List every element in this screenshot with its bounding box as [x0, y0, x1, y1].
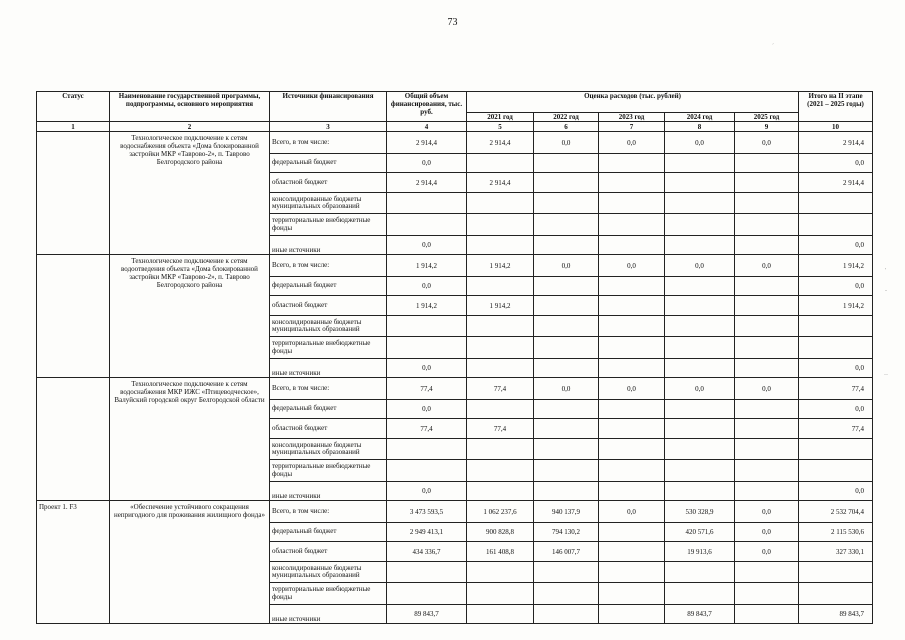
- table-row: [37, 255, 873, 277]
- value-cell: 530 328,9: [665, 501, 735, 523]
- value-cell: 1 914,2: [467, 255, 534, 277]
- value-cell: [467, 214, 534, 236]
- value-cell: 0,0: [599, 501, 665, 523]
- value-cell: 0,0: [387, 400, 467, 419]
- value-cell: [735, 419, 799, 439]
- value-cell: 146 007,7: [534, 542, 599, 562]
- value-cell: [735, 460, 799, 482]
- value-cell: [534, 337, 599, 359]
- value-cell: 420 571,6: [665, 523, 735, 542]
- row-status: Проект 1. F3: [37, 501, 110, 624]
- value-cell: 0,0: [665, 378, 735, 400]
- value-cell: [467, 400, 534, 419]
- value-cell: [665, 277, 735, 296]
- column-number: 5: [467, 122, 534, 132]
- source-label: федеральный бюджет: [270, 523, 387, 542]
- value-cell: [799, 460, 873, 482]
- value-cell: 89 843,7: [387, 605, 467, 624]
- value-cell: [387, 337, 467, 359]
- column-number: 4: [387, 122, 467, 132]
- value-cell: [665, 236, 735, 255]
- value-cell: [665, 460, 735, 482]
- value-cell: [599, 542, 665, 562]
- value-cell: [735, 583, 799, 605]
- value-cell: 89 843,7: [665, 605, 735, 624]
- value-cell: 0,0: [387, 154, 467, 173]
- value-cell: 2 914,4: [799, 173, 873, 193]
- value-cell: [599, 482, 665, 501]
- column-number: 6: [534, 122, 599, 132]
- value-cell: [467, 193, 534, 214]
- value-cell: [665, 296, 735, 316]
- value-cell: 161 408,8: [467, 542, 534, 562]
- value-cell: [534, 583, 599, 605]
- value-cell: [467, 359, 534, 378]
- source-label: территориальные внебюджетные фонды: [270, 583, 387, 605]
- scan-mark: ': [885, 268, 887, 274]
- value-cell: 0,0: [735, 542, 799, 562]
- value-cell: 0,0: [599, 378, 665, 400]
- table-row: [37, 132, 873, 154]
- source-label: Всего, в том числе:: [270, 132, 387, 154]
- header-year: 2021 год: [467, 113, 534, 122]
- value-cell: [665, 173, 735, 193]
- value-cell: [534, 173, 599, 193]
- value-cell: [665, 583, 735, 605]
- value-cell: [599, 400, 665, 419]
- value-cell: 0,0: [665, 132, 735, 154]
- table-row: [37, 378, 873, 400]
- source-label: иные источники: [270, 236, 387, 255]
- column-number: 8: [665, 122, 735, 132]
- value-cell: [467, 337, 534, 359]
- value-cell: [735, 400, 799, 419]
- value-cell: 0,0: [534, 378, 599, 400]
- value-cell: [467, 236, 534, 255]
- value-cell: [735, 193, 799, 214]
- value-cell: [599, 523, 665, 542]
- value-cell: 3 473 593,5: [387, 501, 467, 523]
- value-cell: [467, 154, 534, 173]
- value-cell: [665, 400, 735, 419]
- value-cell: [534, 277, 599, 296]
- value-cell: [599, 173, 665, 193]
- source-label: Всего, в том числе:: [270, 378, 387, 400]
- value-cell: [534, 439, 599, 460]
- column-number: 3: [270, 122, 387, 132]
- value-cell: [735, 316, 799, 337]
- header-year: 2023 год: [599, 113, 665, 122]
- value-cell: 0,0: [735, 132, 799, 154]
- value-cell: [735, 439, 799, 460]
- header-source: Источники финансирования: [270, 92, 387, 122]
- row-status: [37, 132, 110, 255]
- value-cell: 327 330,1: [799, 542, 873, 562]
- value-cell: 1 914,2: [387, 255, 467, 277]
- value-cell: 0,0: [799, 482, 873, 501]
- value-cell: [599, 154, 665, 173]
- value-cell: [599, 439, 665, 460]
- value-cell: [387, 214, 467, 236]
- scan-mark: ‥: [884, 371, 889, 377]
- value-cell: [735, 296, 799, 316]
- value-cell: 0,0: [735, 501, 799, 523]
- source-label: федеральный бюджет: [270, 154, 387, 173]
- value-cell: 0,0: [799, 154, 873, 173]
- value-cell: [599, 296, 665, 316]
- value-cell: 89 843,7: [799, 605, 873, 624]
- value-cell: [534, 214, 599, 236]
- value-cell: 0,0: [599, 132, 665, 154]
- value-cell: [735, 277, 799, 296]
- value-cell: 0,0: [799, 277, 873, 296]
- value-cell: [599, 583, 665, 605]
- header-year: 2022 год: [534, 113, 599, 122]
- row-name: Технологическое подключение к сетям водоснабжения МКР ИЖС «Птицеводческое», Валуйский городской округ Белгородской области: [110, 378, 270, 501]
- value-cell: 0,0: [799, 400, 873, 419]
- value-cell: [534, 296, 599, 316]
- header-status: Статус: [37, 92, 110, 122]
- source-label: Всего, в том числе:: [270, 255, 387, 277]
- value-cell: [665, 337, 735, 359]
- value-cell: [735, 337, 799, 359]
- value-cell: [665, 359, 735, 378]
- value-cell: 0,0: [599, 255, 665, 277]
- source-label: консолидированные бюджеты муниципальных образований: [270, 316, 387, 337]
- value-cell: [735, 173, 799, 193]
- value-cell: [467, 482, 534, 501]
- value-cell: [735, 605, 799, 624]
- source-label: территориальные внебюджетные фонды: [270, 460, 387, 482]
- source-label: территориальные внебюджетные фонды: [270, 214, 387, 236]
- value-cell: 77,4: [387, 419, 467, 439]
- value-cell: [665, 419, 735, 439]
- value-cell: [599, 605, 665, 624]
- value-cell: [735, 236, 799, 255]
- value-cell: [599, 193, 665, 214]
- value-cell: [735, 154, 799, 173]
- row-status: [37, 255, 110, 378]
- value-cell: 2 115 530,6: [799, 523, 873, 542]
- value-cell: [467, 460, 534, 482]
- header-year: 2024 год: [665, 113, 735, 122]
- value-cell: 0,0: [735, 523, 799, 542]
- value-cell: [534, 562, 599, 583]
- source-label: федеральный бюджет: [270, 400, 387, 419]
- value-cell: [735, 562, 799, 583]
- source-label: областной бюджет: [270, 542, 387, 562]
- value-cell: 0,0: [735, 255, 799, 277]
- value-cell: 1 914,2: [467, 296, 534, 316]
- source-label: областной бюджет: [270, 296, 387, 316]
- value-cell: [665, 193, 735, 214]
- value-cell: [799, 214, 873, 236]
- value-cell: 794 130,2: [534, 523, 599, 542]
- value-cell: 1 914,2: [387, 296, 467, 316]
- value-cell: 77,4: [387, 378, 467, 400]
- value-cell: [735, 482, 799, 501]
- column-number: 7: [599, 122, 665, 132]
- source-label: консолидированные бюджеты муниципальных образований: [270, 193, 387, 214]
- value-cell: [467, 439, 534, 460]
- value-cell: [387, 460, 467, 482]
- value-cell: [735, 214, 799, 236]
- row-status: [37, 378, 110, 501]
- header-itogo: Итого на II этапе (2021 – 2025 годы): [799, 92, 873, 122]
- value-cell: 0,0: [735, 378, 799, 400]
- source-label: иные источники: [270, 605, 387, 624]
- value-cell: [387, 439, 467, 460]
- value-cell: [387, 562, 467, 583]
- value-cell: [534, 359, 599, 378]
- value-cell: [467, 277, 534, 296]
- value-cell: [799, 562, 873, 583]
- value-cell: [799, 583, 873, 605]
- value-cell: [534, 154, 599, 173]
- value-cell: 77,4: [799, 419, 873, 439]
- value-cell: [599, 460, 665, 482]
- value-cell: 940 137,9: [534, 501, 599, 523]
- value-cell: [467, 583, 534, 605]
- header-total: Общий объем финансирования, тыс. руб.: [387, 92, 467, 122]
- value-cell: 19 913,6: [665, 542, 735, 562]
- source-label: областной бюджет: [270, 173, 387, 193]
- value-cell: 0,0: [534, 255, 599, 277]
- value-cell: [467, 562, 534, 583]
- value-cell: [534, 419, 599, 439]
- value-cell: [599, 359, 665, 378]
- source-label: федеральный бюджет: [270, 277, 387, 296]
- value-cell: 77,4: [467, 419, 534, 439]
- column-number: 9: [735, 122, 799, 132]
- value-cell: 0,0: [387, 359, 467, 378]
- value-cell: 0,0: [799, 359, 873, 378]
- value-cell: [665, 562, 735, 583]
- value-cell: 0,0: [534, 132, 599, 154]
- value-cell: [665, 214, 735, 236]
- value-cell: 0,0: [799, 236, 873, 255]
- scan-mark: -: [885, 288, 887, 294]
- value-cell: [534, 316, 599, 337]
- value-cell: [467, 605, 534, 624]
- value-cell: [599, 562, 665, 583]
- row-name: Технологическое подключение к сетям водоснабжения объекта «Дома блокированной застройки МКР «Таврово-2», п. Таврово Белгородского района: [110, 132, 270, 255]
- value-cell: [599, 277, 665, 296]
- header-year: 2025 год: [735, 113, 799, 122]
- value-cell: 1 062 237,6: [467, 501, 534, 523]
- header-name: Наименование государственной программы, подпрограммы, основного мероприятия: [110, 92, 270, 122]
- page-number: 73: [447, 17, 458, 28]
- budget-table: [36, 91, 873, 624]
- scan-mark: ´: [772, 44, 774, 50]
- value-cell: [387, 583, 467, 605]
- value-cell: [799, 439, 873, 460]
- column-number: 10: [799, 122, 873, 132]
- value-cell: 434 336,7: [387, 542, 467, 562]
- value-cell: 2 949 413,1: [387, 523, 467, 542]
- source-label: Всего, в том числе:: [270, 501, 387, 523]
- value-cell: 77,4: [799, 378, 873, 400]
- value-cell: 2 914,4: [467, 173, 534, 193]
- value-cell: [735, 359, 799, 378]
- value-cell: [799, 316, 873, 337]
- value-cell: [665, 316, 735, 337]
- value-cell: 1 914,2: [799, 255, 873, 277]
- value-cell: [665, 439, 735, 460]
- source-label: территориальные внебюджетные фонды: [270, 337, 387, 359]
- value-cell: [534, 482, 599, 501]
- header-estimate: Оценка расходов (тыс. рублей): [467, 92, 799, 113]
- column-number: 2: [110, 122, 270, 132]
- value-cell: 2 914,4: [467, 132, 534, 154]
- value-cell: [599, 236, 665, 255]
- source-label: областной бюджет: [270, 419, 387, 439]
- value-cell: [387, 193, 467, 214]
- value-cell: 900 828,8: [467, 523, 534, 542]
- value-cell: [534, 605, 599, 624]
- value-cell: 2 914,4: [387, 132, 467, 154]
- value-cell: 77,4: [467, 378, 534, 400]
- value-cell: 0,0: [387, 277, 467, 296]
- value-cell: [665, 482, 735, 501]
- value-cell: [467, 316, 534, 337]
- value-cell: [534, 460, 599, 482]
- value-cell: 0,0: [387, 482, 467, 501]
- source-label: консолидированные бюджеты муниципальных образований: [270, 562, 387, 583]
- value-cell: [534, 193, 599, 214]
- value-cell: 2 532 704,4: [799, 501, 873, 523]
- source-label: консолидированные бюджеты муниципальных образований: [270, 439, 387, 460]
- value-cell: [599, 316, 665, 337]
- value-cell: [799, 337, 873, 359]
- table-row: [37, 501, 873, 523]
- value-cell: 2 914,4: [387, 173, 467, 193]
- source-label: иные источники: [270, 359, 387, 378]
- value-cell: [599, 419, 665, 439]
- value-cell: 2 914,4: [799, 132, 873, 154]
- row-name: Технологическое подключение к сетям водоотведения объекта «Дома блокированной застройки МКР «Таврово-2», п. Таврово Белгородского района: [110, 255, 270, 378]
- value-cell: [534, 400, 599, 419]
- value-cell: 0,0: [387, 236, 467, 255]
- value-cell: [599, 337, 665, 359]
- source-label: иные источники: [270, 482, 387, 501]
- value-cell: 1 914,2: [799, 296, 873, 316]
- column-number: 1: [37, 122, 110, 132]
- value-cell: 0,0: [665, 255, 735, 277]
- value-cell: [799, 193, 873, 214]
- value-cell: [534, 236, 599, 255]
- value-cell: [665, 154, 735, 173]
- value-cell: [387, 316, 467, 337]
- value-cell: [599, 214, 665, 236]
- row-name: «Обеспечение устойчивого сокращения непригодного для проживания жилищного фонда»: [110, 501, 270, 624]
